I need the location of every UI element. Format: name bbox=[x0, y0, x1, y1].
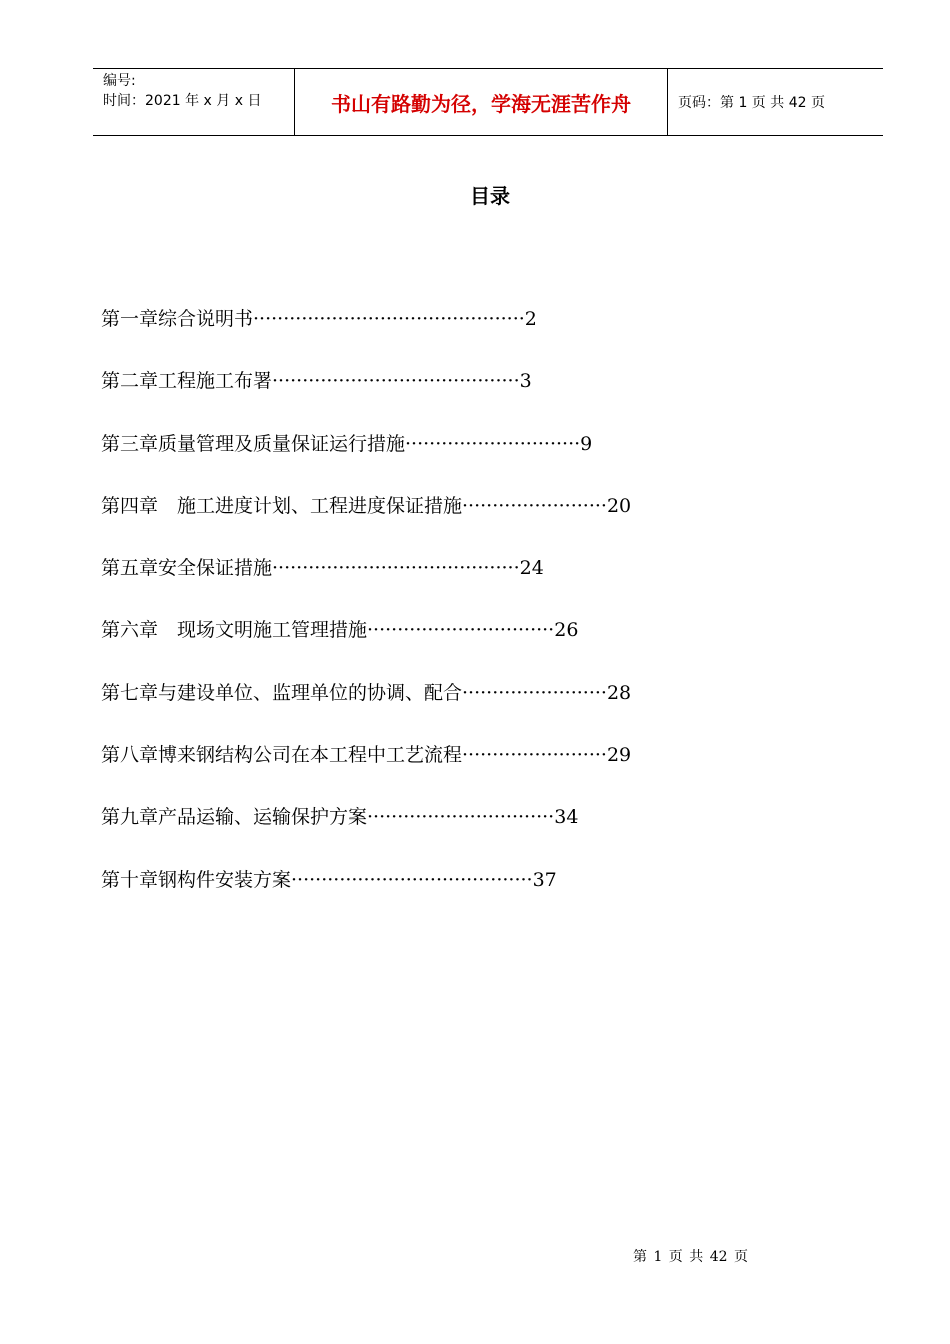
toc-entry-chapter-2[interactable]: 第二章工程施工布署·········································3 bbox=[101, 370, 532, 393]
header-page-info: 页码：第 1 页 共 42 页 bbox=[678, 95, 825, 111]
toc-title: 目录 bbox=[470, 184, 510, 208]
page-footer: 第 1 页 共 42 页 bbox=[633, 1249, 748, 1265]
toc-entry-chapter-5[interactable]: 第五章安全保证措施·········································24 bbox=[101, 557, 544, 580]
toc-entry-chapter-3[interactable]: 第三章质量管理及质量保证运行措施·····························9 bbox=[101, 432, 593, 455]
document-time-label: 时间：2021 年 x 月 x 日 bbox=[103, 93, 262, 109]
toc-entry-chapter-4[interactable]: 第四章 施工进度计划、工程进度保证措施························20 bbox=[101, 494, 632, 517]
toc-entry-chapter-1[interactable]: 第一章综合说明书·············································2 bbox=[101, 308, 537, 330]
toc-entry-chapter-9[interactable]: 第九章产品运输、运输保护方案·······························34 bbox=[101, 806, 579, 829]
header-motto: 书山有路勤为径，学海无涯苦作舟 bbox=[295, 69, 668, 135]
toc-entry-chapter-10[interactable]: 第十章钢构件安装方案········································37 bbox=[101, 868, 557, 891]
header-meta bbox=[93, 69, 295, 135]
table-of-contents bbox=[101, 302, 761, 925]
page-header bbox=[93, 68, 883, 136]
toc-entry-chapter-8[interactable]: 第八章博来钢结构公司在本工程中工艺流程························29 bbox=[101, 744, 632, 767]
document-number-label: 编号: bbox=[103, 73, 136, 89]
toc-entry-chapter-6[interactable]: 第六章 现场文明施工管理措施·······························26 bbox=[101, 619, 579, 642]
toc-entry-chapter-7[interactable]: 第七章与建设单位、监理单位的协调、配合························28 bbox=[101, 681, 632, 704]
